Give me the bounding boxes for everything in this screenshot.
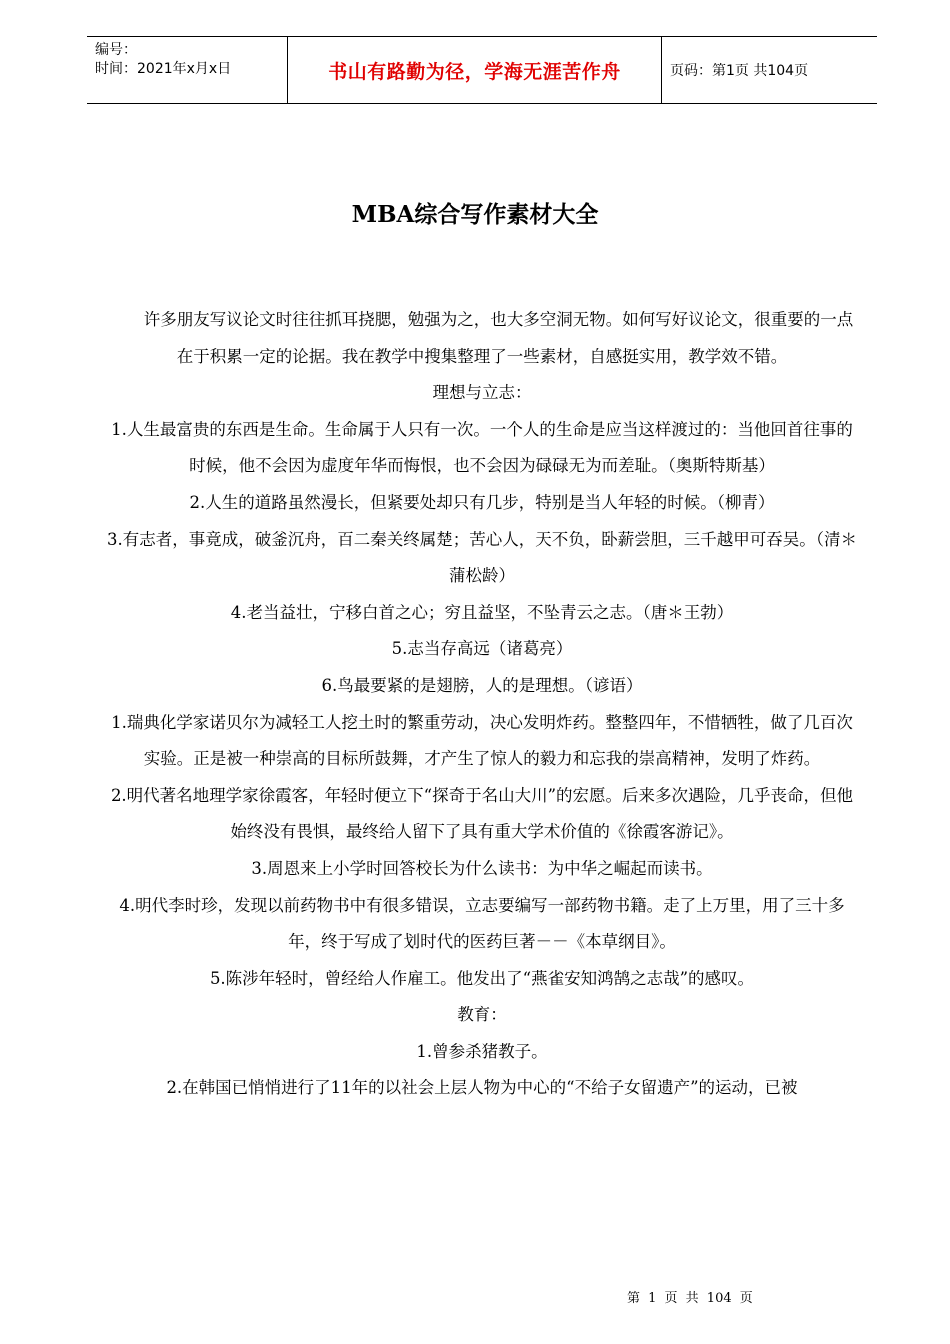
quote-item: 4.老当益壮，宁移白首之心；穷且益坚，不坠青云之志。（唐＊王勃） bbox=[230, 602, 734, 622]
section-heading-ideals: 理想与立志： bbox=[432, 383, 532, 403]
page-footer: 第 1 页 共 104 页 bbox=[627, 1291, 753, 1306]
example-item: 3.周恩来上小学时回答校长为什么读书：为中华之崛起而读书。 bbox=[251, 858, 713, 878]
example-item: 5.陈涉年轻时，曾经给人作雇工。他发出了“燕雀安知鸿鹄之志哉”的感叹。 bbox=[209, 968, 755, 988]
quote-item: 3.有志者，事竟成，破釜沉舟，百二秦关终属楚；苦心人，天不负，卧薪尝胆，三千越甲可吞吴。（清＊蒲松龄） bbox=[107, 529, 857, 586]
example-item: 1.曾参杀猪教子。 bbox=[416, 1041, 548, 1061]
example-item: 4.明代李时珍，发现以前药物书中有很多错误，立志要编写一部药物书籍。走了上万里，用了三十多年，终于写成了划时代的医药巨著－－《本草纲目》。 bbox=[119, 895, 845, 952]
quote-item: 1.人生最富贵的东西是生命。生命属于人只有一次。一个人的生命是应当这样渡过的：当他回首往事的时候，他不会因为虚度年华而悔恨，也不会因为碌碌无为而差耻。（奥斯特斯基） bbox=[111, 419, 853, 476]
header-time-label: 时间：2021年x月x日 bbox=[95, 61, 232, 77]
quote-item: 5.志当存高远（诸葛亮） bbox=[391, 639, 573, 659]
header-meta-cell bbox=[87, 37, 288, 103]
header-page-info: 页码：第1页 共104页 bbox=[670, 63, 809, 79]
intro-paragraph: 许多朋友写议论文时往往抓耳挠腮，勉强为之，也大多空洞无物。如何写好议论文，很重要的一点在于积累一定的论据。我在教学中搜集整理了一些素材，自感挺实用，教学效不错。 bbox=[143, 310, 854, 366]
page-header bbox=[87, 36, 877, 104]
section-heading-education: 教育： bbox=[457, 1005, 507, 1025]
document-title: MBA综合写作素材大全 bbox=[351, 201, 599, 228]
quote-item: 2.人生的道路虽然漫长，但紧要处却只有几步，特别是当人年轻的时候。（柳青） bbox=[189, 492, 775, 512]
document-body bbox=[104, 302, 860, 1107]
example-item: 2.在韩国已悄悄进行了11年的以社会上层人物为中心的“不给子女留遗产”的运动，已被 bbox=[166, 1078, 798, 1098]
header-number-label: 编号： bbox=[95, 42, 137, 58]
header-motto: 书山有路勤为径，学海无涯苦作舟 bbox=[288, 37, 662, 103]
example-item: 2.明代著名地理学家徐霞客，年轻时便立下“探奇于名山大川”的宏愿。后来多次遇险，几乎丧命，但他始终没有畏惧，最终给人留下了具有重大学术价值的《徐霞客游记》。 bbox=[110, 785, 854, 842]
quote-item: 6.鸟最要紧的是翅膀，人的是理想。（谚语） bbox=[321, 675, 643, 695]
example-item: 1.瑞典化学家诺贝尔为减轻工人挖土时的繁重劳动，决心发明炸药。整整四年，不惜牺牲，做了几百次实验。正是被一种崇高的目标所鼓舞，才产生了惊人的毅力和忘我的崇高精神，发明了炸药。 bbox=[111, 712, 853, 769]
